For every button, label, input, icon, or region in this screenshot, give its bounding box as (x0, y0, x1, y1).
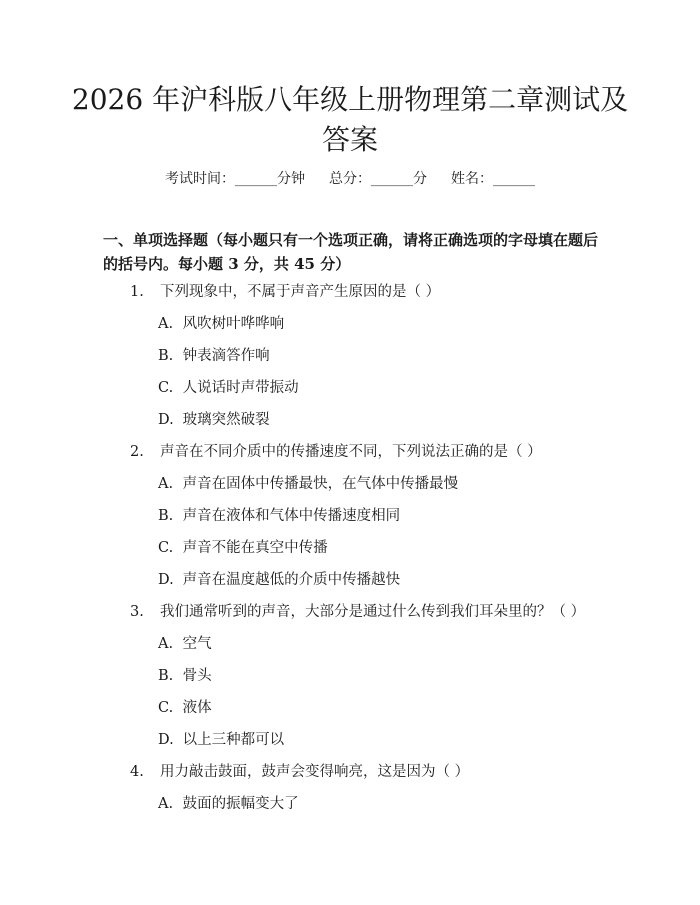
student-name-label: 姓名：______ (451, 171, 535, 187)
option-text: 骨头 (182, 668, 212, 684)
option-text: 声音不能在真空中传播 (182, 540, 328, 556)
option-3d (158, 730, 598, 750)
option-letter: B. (158, 668, 174, 684)
question-number: 1. (130, 284, 144, 300)
option-letter: A. (158, 316, 174, 332)
option-2b (158, 506, 598, 526)
question-number: 3. (130, 604, 144, 620)
question-text: 用力敲击鼓面，鼓声会变得响亮，这是因为（ ） (160, 764, 470, 780)
option-letter: B. (158, 348, 174, 364)
option-1d (158, 410, 598, 430)
question-number: 2. (130, 444, 144, 460)
option-text: 声音在液体和气体中传播速度相同 (182, 508, 401, 524)
question-number: 4. (130, 764, 144, 780)
option-3b (158, 666, 598, 686)
option-2a (158, 474, 598, 494)
option-text: 风吹树叶哗哗响 (182, 316, 285, 332)
option-2c (158, 538, 598, 558)
exam-meta (0, 168, 700, 188)
option-letter: A. (158, 636, 174, 652)
option-letter: A. (158, 796, 174, 812)
option-letter: A. (158, 476, 174, 492)
option-letter: C. (158, 700, 174, 716)
option-text: 玻璃突然破裂 (182, 412, 270, 428)
option-text: 液体 (182, 700, 212, 716)
option-letter: D. (158, 572, 174, 588)
option-3a (158, 634, 598, 654)
option-1a (158, 314, 598, 334)
section-header: 一、单项选择题（每小题只有一个选项正确，请将正确选项的字母填在题后的括号内。每小题 3 分，共 45 分） (103, 231, 599, 273)
title-line-1: 2026 年沪科版八年级上册物理第二章测试及 (71, 83, 629, 116)
option-3c (158, 698, 598, 718)
document-title (60, 80, 640, 160)
question-text: 我们通常听到的声音，大部分是通过什么传到我们耳朵里的？（ ） (160, 604, 586, 620)
question-text: 下列现象中，不属于声音产生原因的是（ ） (160, 284, 441, 300)
option-text: 人说话时声带振动 (182, 380, 299, 396)
title-line-2: 答案 (321, 123, 378, 156)
option-4a (158, 794, 598, 814)
option-letter: D. (158, 412, 174, 428)
exam-time-label: 考试时间：______分钟 (165, 171, 305, 187)
total-score-label: 总分：______分 (329, 171, 427, 187)
option-1c (158, 378, 598, 398)
option-2d (158, 570, 598, 590)
option-1b (158, 346, 598, 366)
option-text: 声音在温度越低的介质中传播越快 (182, 572, 401, 588)
option-letter: D. (158, 732, 174, 748)
option-letter: C. (158, 380, 174, 396)
option-text: 钟表滴答作响 (182, 348, 270, 364)
option-letter: B. (158, 508, 174, 524)
option-text: 声音在固体中传播最快，在气体中传播最慢 (182, 476, 459, 492)
option-text: 鼓面的振幅变大了 (182, 796, 299, 812)
option-letter: C. (158, 540, 174, 556)
option-text: 以上三种都可以 (182, 732, 285, 748)
question-text: 声音在不同介质中的传播速度不同，下列说法正确的是（ ） (160, 444, 542, 460)
option-text: 空气 (182, 636, 212, 652)
